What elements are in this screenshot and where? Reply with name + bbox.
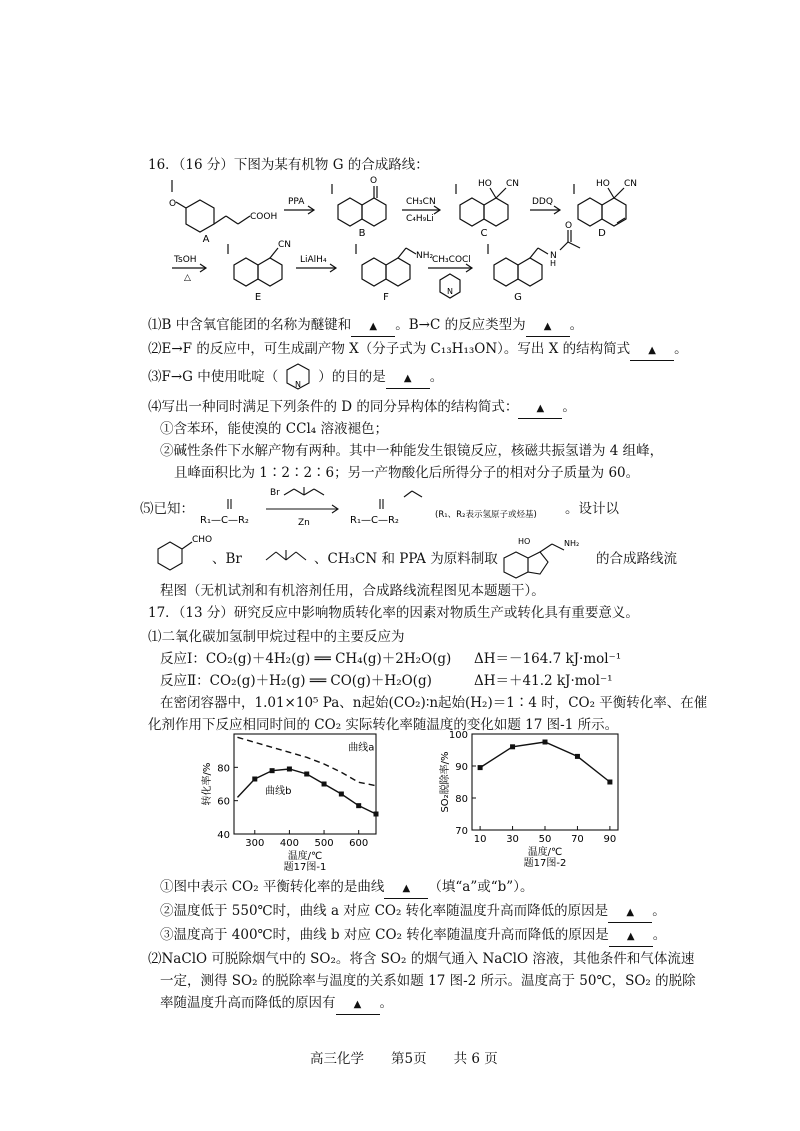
q17-sub3: ③温度高于 400℃时，曲线 b 对应 CO₂ 转化率随温度升高而降低的原因是 ▲ 。	[160, 926, 666, 947]
q17-reaction1: 反应Ⅰ：CO₂(g)＋4H₂(g) ══ CH₄(g)＋2H₂O(g)	[160, 651, 452, 667]
q16-cond1: ①含苯环，能使溴的 CCl₄ 溶液褪色；	[160, 421, 388, 437]
x-tick-label: 10	[473, 834, 487, 845]
reagent-lialh4: LiAlH₄	[300, 255, 327, 265]
label-f: F	[383, 292, 389, 303]
data-point	[543, 740, 548, 745]
q16-part5-design: 。设计以	[565, 501, 619, 517]
q16-part2: ⑵E→F 的反应中，可生成副产物 X（分子式为 C₁₃H₁₃ON）。写出 X 的结构简式 ▲ 。	[148, 340, 688, 361]
data-point	[356, 803, 361, 808]
x-tick-label: 500	[314, 838, 334, 849]
data-point	[607, 780, 612, 785]
y-tick-label: 70	[455, 826, 468, 837]
q17-reaction2: 反应Ⅱ：CO₂(g)＋H₂(g) ══ CO(g)＋H₂O(g)	[160, 673, 432, 689]
data-point	[287, 767, 292, 772]
q17-condition-line1: 在密闭容器中，1.01×10⁵ Pa、n起始(CO₂)∶n起始(H₂)＝1∶4 时，CO₂ 平衡转化率、在催	[160, 695, 708, 711]
x-tick-label: 600	[349, 838, 369, 849]
x-tick-label: 90	[603, 834, 617, 845]
label-b: B	[358, 228, 366, 239]
q16-cond2a: ②碱性条件下水解产物有两种。其中一种能发生银镜反应，核磁共振氢谱为 4 组峰，	[160, 443, 664, 459]
chart-conversion-vs-temperature	[198, 730, 398, 875]
answer-blank[interactable]: ▲	[386, 370, 430, 389]
answer-blank[interactable]: ▲	[630, 342, 674, 361]
ho-label-d: HO	[596, 179, 610, 189]
q17-part2-line3: 率随温度升高而降低的原因有 ▲ 。	[160, 994, 393, 1015]
y-tick-label: 90	[455, 762, 468, 773]
answer-blank[interactable]: ▲	[336, 996, 380, 1015]
q17-part1: ⑴二氧化碳加氢制甲烷过程中的主要反应为	[148, 629, 405, 645]
q17-part2-line1: ⑵NaClO 可脱除烟气中的 SO₂。将含 SO₂ 的烟气通入 NaClO 溶液，其他条件和气体流速	[148, 951, 695, 967]
n-label-g: N	[550, 251, 557, 261]
label-c: C	[480, 228, 488, 239]
q17-header: 17．（13 分）研究反应中影响物质转化率的因素对物质生产或转化具有重要意义。	[148, 605, 639, 621]
x-tick-label: 300	[245, 838, 265, 849]
x-tick-label: 30	[506, 834, 519, 845]
answer-blank[interactable]: ▲	[351, 318, 395, 337]
x-tick-label: 70	[571, 834, 584, 845]
y-axis-label: SO₂脱除率/%	[440, 751, 451, 813]
data-point	[478, 765, 483, 770]
label-g: G	[514, 292, 522, 303]
reagent-ddq: DDQ	[532, 197, 553, 207]
x-axis-label: 温度/℃	[527, 847, 563, 858]
y-tick-label: 80	[217, 763, 230, 775]
reagent-ch3cn: CH₃CN	[406, 197, 436, 207]
data-point	[270, 768, 275, 773]
q16-part4: ⑷写出一种同时满足下列条件的 D 的同分异构体的结构简式： ▲ 。	[148, 398, 576, 419]
data-point	[322, 782, 327, 787]
q16-part5-label: ⑸已知：	[140, 501, 194, 517]
page-footer: 高三化学 第5页 共 6 页	[310, 1051, 498, 1067]
cooh-label: COOH	[250, 212, 278, 222]
y-tick-label: 80	[455, 794, 468, 805]
data-point	[575, 754, 580, 759]
x-tick-label: 50	[538, 834, 552, 845]
plot-frame	[472, 734, 618, 830]
q16-part1: ⑴B 中含氧官能团的名称为醚键和 ▲ 。B→C 的反应类型为 ▲ 。	[148, 316, 583, 337]
pyridine-structure	[283, 362, 313, 392]
o-label-a: O	[169, 199, 177, 209]
series-label: 曲线b	[265, 786, 292, 797]
svg-text:N: N	[295, 380, 301, 389]
o-label-g: O	[565, 221, 573, 231]
q17-part2-line2: 一定，测得 SO₂ 的脱除率与温度的关系如题 17 图-2 所示。温度高于 50℃，SO₂ 的脱除	[160, 973, 696, 989]
chart-title: 题17图-1	[283, 862, 327, 873]
o-label-b: O	[370, 176, 378, 186]
answer-blank[interactable]: ▲	[384, 880, 428, 899]
reagent-tsoh: TsOH	[174, 255, 197, 265]
data-point	[252, 777, 257, 782]
cn-label-c: CN	[506, 179, 520, 189]
y-tick-label: 60	[217, 796, 230, 808]
reagent-ppa: PPA	[288, 197, 305, 207]
cn-label-d: CN	[624, 179, 638, 189]
n-label-pyridine: N	[447, 287, 453, 296]
ho-label-c: HO	[478, 179, 492, 189]
label-d: D	[598, 228, 606, 239]
q16-part3: ⑶F→G 中使用吡啶（ ）的目的是 ▲ 。	[148, 368, 443, 389]
h-label-g: H	[550, 259, 557, 268]
q16-header: 16．（16 分）下图为某有机物 G 的合成路线：	[148, 157, 429, 173]
q17-sub2: ②温度低于 550℃时，曲线 a 对应 CO₂ 转化率随温度升高而降低的原因是 ▲ 。	[160, 902, 666, 923]
svg-text:R₁—C—R₂: R₁—C—R₂	[350, 515, 399, 526]
data-point	[374, 812, 379, 817]
reagent-c4h9li: C₄H₉Li	[406, 214, 434, 224]
q16-raw-br: 、Br	[212, 551, 242, 567]
answer-blank[interactable]: ▲	[608, 904, 652, 923]
x-tick-label: 400	[279, 838, 299, 849]
y-tick-label: 100	[448, 730, 468, 741]
q16-cond2b: 且峰面积比为 1∶2∶2∶6；另一产物酸化后所得分子的相对分子质量为 60。	[174, 465, 640, 481]
answer-blank[interactable]: ▲	[609, 928, 653, 947]
svg-text:R₁—C—R₂: R₁—C—R₂	[200, 515, 249, 526]
series-line	[480, 742, 610, 782]
x-axis-label: 温度/℃	[287, 851, 323, 862]
q17-reaction1-dh: ΔH＝－164.7 kJ·mol⁻¹	[474, 651, 622, 667]
answer-blank[interactable]: ▲	[518, 400, 562, 419]
q16-raw-rest: 、CH₃CN 和 PPA 为原料制取	[314, 551, 498, 567]
y-tick-label: 40	[217, 830, 230, 841]
label-a: A	[202, 234, 210, 245]
answer-blank[interactable]: ▲	[526, 318, 570, 337]
nh2-label-f: NH₂	[416, 251, 434, 261]
data-point	[304, 772, 309, 777]
y-axis-label: 转化率/%	[202, 762, 213, 806]
svg-text:Br: Br	[270, 488, 280, 498]
svg-text:Zn: Zn	[298, 518, 310, 528]
data-point	[510, 744, 515, 749]
svg-text:NH₂: NH₂	[564, 539, 580, 548]
q17-sub1: ①图中表示 CO₂ 平衡转化率的是曲线 ▲ （填“a”或“b”）。	[160, 878, 533, 899]
svg-text:HO: HO	[518, 537, 531, 546]
target-molecule	[500, 530, 590, 580]
chart-title: 题17图-2	[523, 858, 567, 869]
data-point	[339, 792, 344, 797]
q16-part5-end: 程图（无机试剂和有机溶剂任用，合成路线流程图见本题题干）。	[160, 583, 545, 599]
svg-text:CHO: CHO	[192, 535, 213, 545]
reagent-ch3cocl: CH₃COCl	[432, 255, 471, 265]
chart-so2-removal-vs-temperature	[432, 730, 632, 875]
reagent-heat: △	[184, 273, 191, 283]
synthesis-scheme-row1	[150, 170, 790, 320]
label-e: E	[254, 292, 262, 303]
q17-reaction2-dh: ΔH＝＋41.2 kJ·mol⁻¹	[474, 673, 613, 689]
q16-raw-tail: 的合成路线流	[596, 551, 677, 567]
series-label: 曲线a	[348, 742, 375, 754]
cn-label-e: CN	[278, 240, 292, 250]
q17-condition-line2: 化剂作用下反应相同时间的 CO₂ 实际转化率随温度的变化如题 17 图-1 所示。	[148, 717, 619, 733]
svg-text:(R₁、R₂表示氢原子或烃基): (R₁、R₂表示氢原子或烃基)	[435, 510, 537, 520]
